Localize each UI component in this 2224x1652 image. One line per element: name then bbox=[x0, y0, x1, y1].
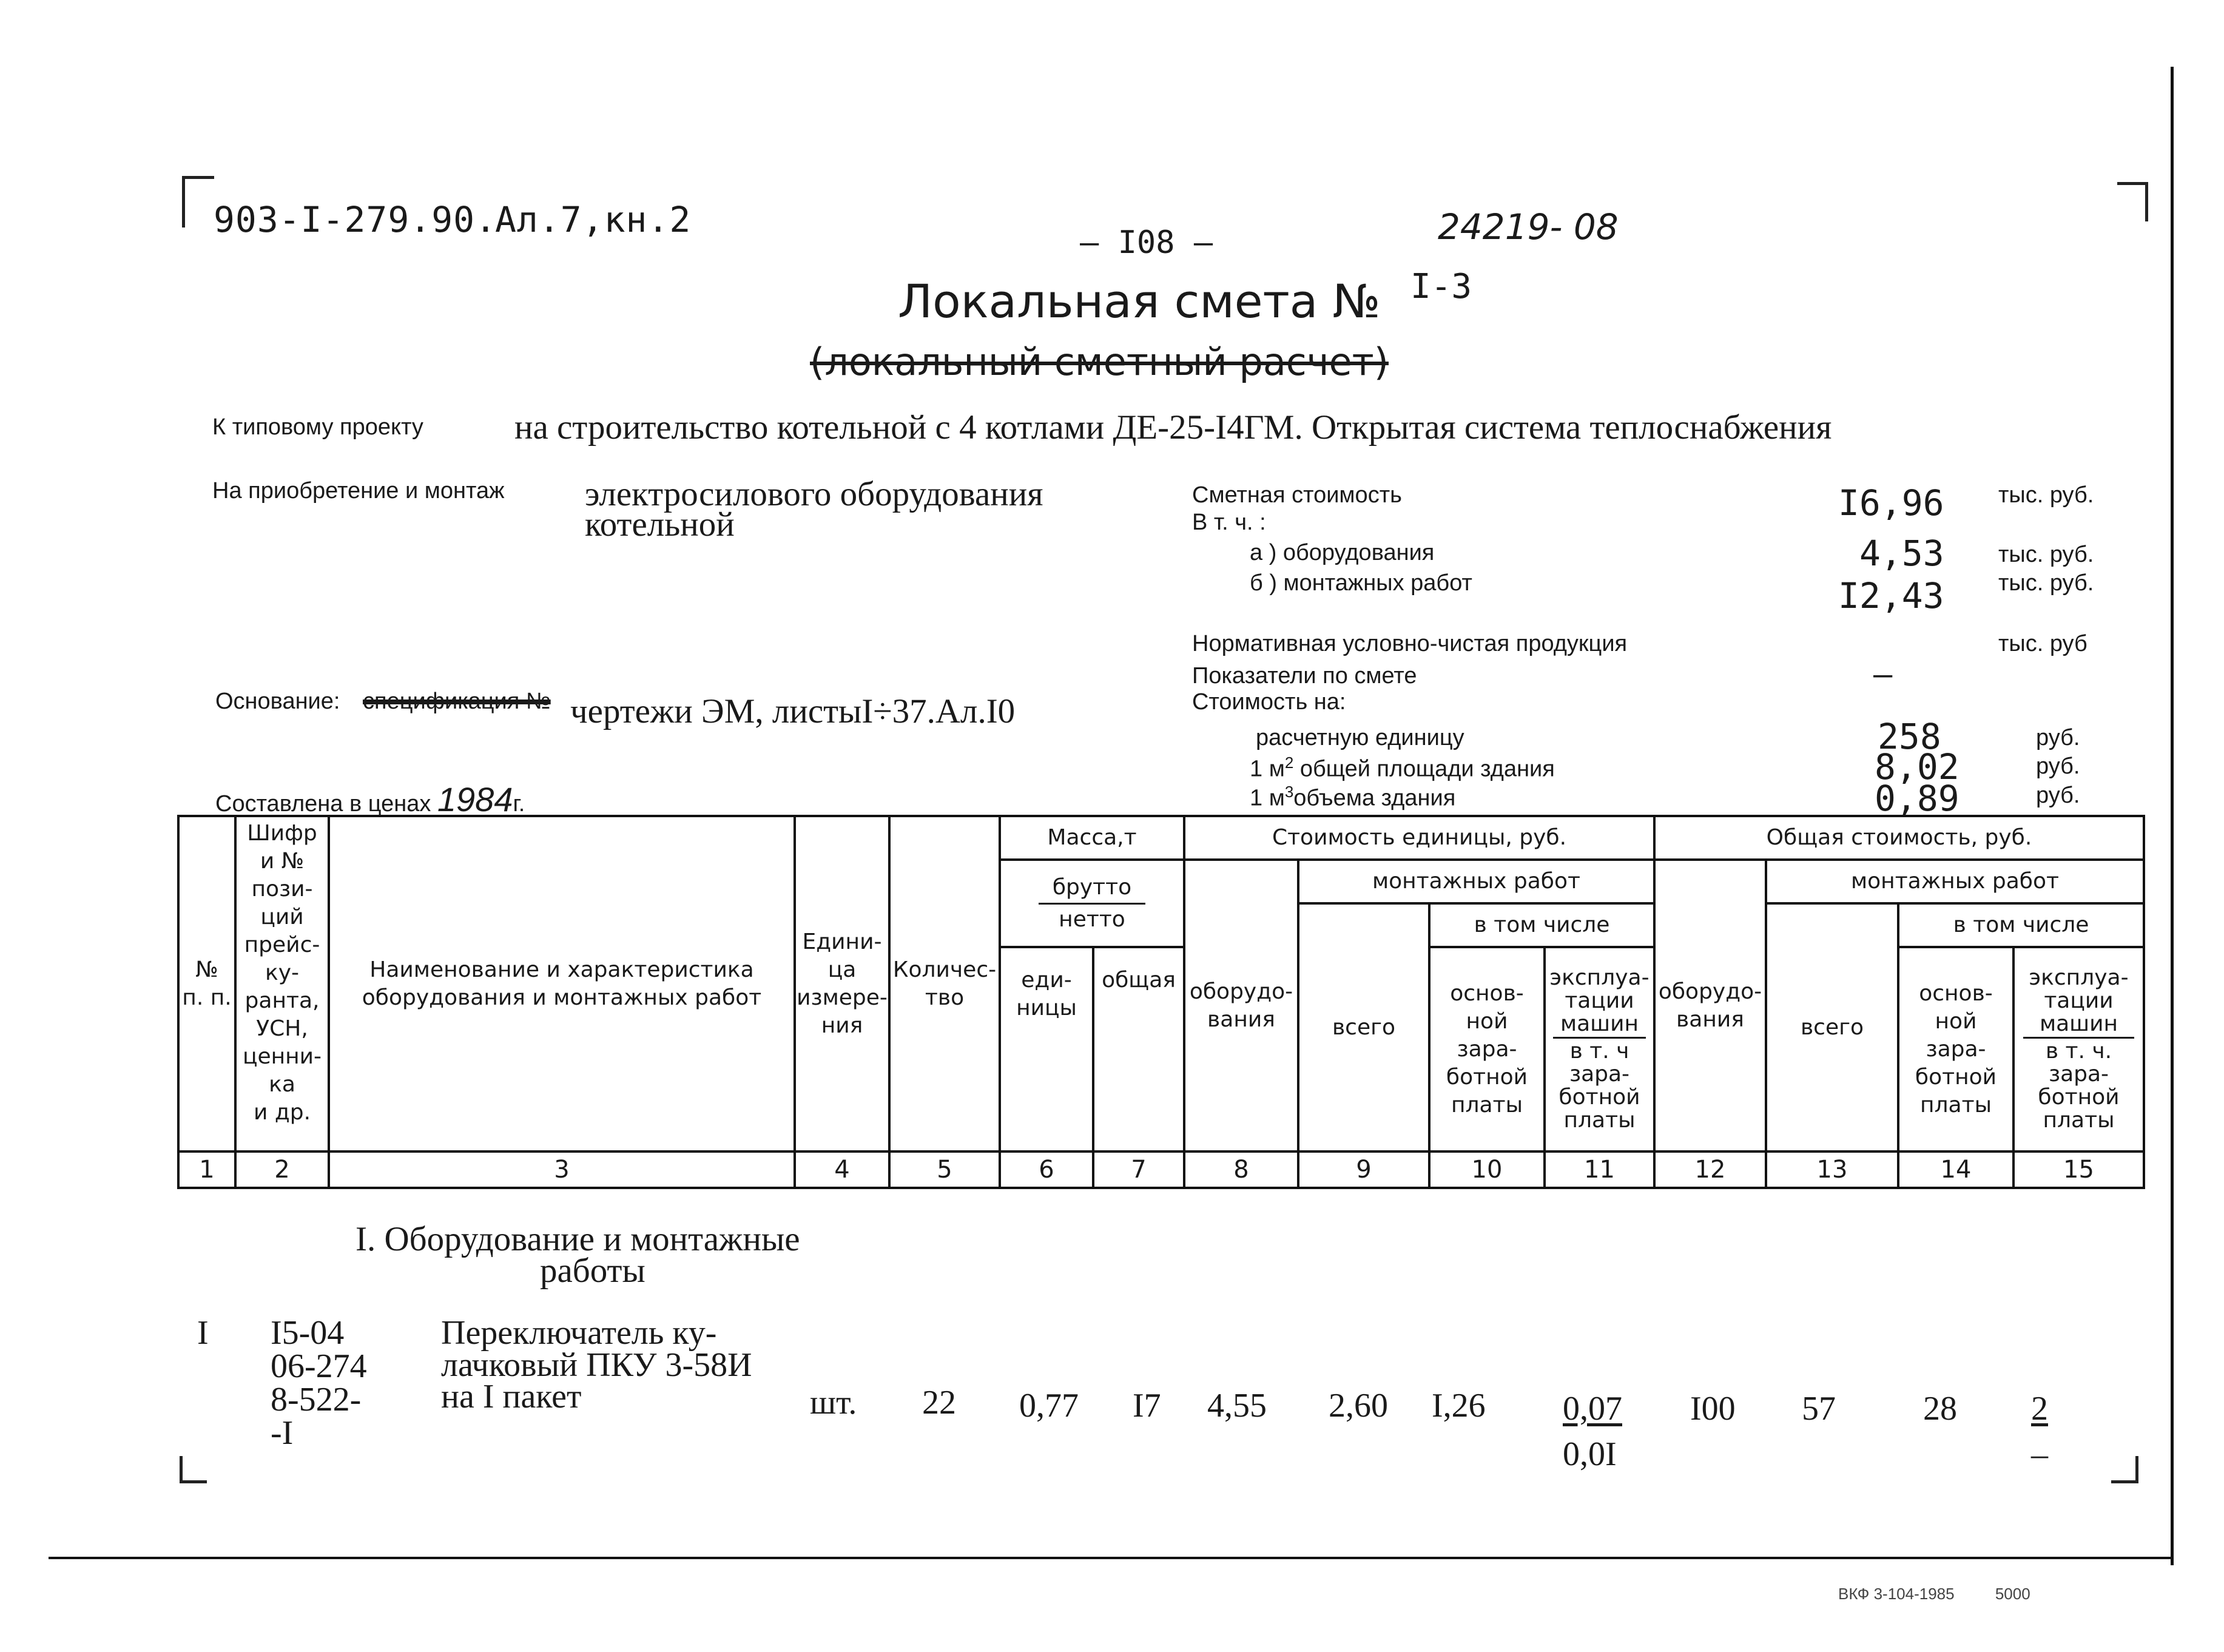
estimated-cost-value: I6,96 bbox=[1838, 482, 1944, 524]
header-col-14: основ- ной зара- ботной платы bbox=[1897, 946, 2015, 1153]
purchase-label: На приобретение и монтаж bbox=[212, 478, 505, 504]
area-value: 8,02 bbox=[1875, 746, 1959, 787]
row-code-line2: 06-274 bbox=[271, 1347, 367, 1385]
indicators-label: Показатели по смете bbox=[1192, 663, 1417, 689]
basis-label: Основание: bbox=[215, 689, 340, 714]
purchase-value-line1: электросилового оборудования bbox=[585, 475, 1043, 513]
volume-text: объема здания bbox=[1293, 785, 1456, 811]
estimate-table-header bbox=[177, 815, 2145, 1189]
volume-unit: руб. bbox=[2036, 783, 2080, 808]
equipment-cost-unit: тыс. руб. bbox=[1998, 542, 2094, 567]
header-total-cost-group: Общая стоимость, руб. bbox=[1653, 815, 2145, 861]
header-mass-brutto-netto bbox=[999, 858, 1185, 948]
header-col-11-bottom: в т. ч зара- ботной платы bbox=[1558, 1039, 1640, 1133]
calc-unit-unit: руб. bbox=[2036, 725, 2080, 750]
estimated-cost-label: Сметная стоимость bbox=[1192, 482, 1402, 508]
col-number-14: 14 bbox=[1897, 1150, 2015, 1189]
header-col-2: Шифр и № пози- ций прейс- ку- ранта, УСН, ценни- ка и др. bbox=[234, 815, 330, 1153]
prices-year: 1984 bbox=[437, 780, 513, 818]
header-col-10: основ- ной зара- ботной платы bbox=[1428, 946, 1546, 1153]
project-value: на строительство котельной с 4 котлами ДЕ-25-I4ГМ. Открытая система теплоснабжения bbox=[514, 408, 1832, 447]
page-edge-bottom bbox=[49, 1557, 2172, 1559]
header-col-6: еди- ницы bbox=[999, 946, 1094, 1153]
header-col-15 bbox=[2012, 946, 2145, 1153]
indicators-value: – bbox=[1873, 656, 1893, 693]
volume-prefix: 1 м bbox=[1250, 785, 1285, 811]
header-col-11-top: эксплуа- тации машин bbox=[1549, 965, 1649, 1036]
prices-label bbox=[215, 780, 525, 819]
area-sup: 2 bbox=[1284, 754, 1294, 772]
corner-mark-bottom-left bbox=[180, 1456, 207, 1483]
section-heading-line2: работы bbox=[540, 1252, 645, 1290]
col-number-5: 5 bbox=[888, 1150, 1001, 1189]
col-number-13: 13 bbox=[1765, 1150, 1899, 1189]
estimated-cost-unit: тыс. руб. bbox=[1998, 482, 2094, 508]
header-incl-group: в том числе bbox=[1428, 902, 1656, 948]
header-col-3: Наименование и характеристика оборудования и монтажных работ bbox=[328, 815, 796, 1153]
row-code-line4: -I bbox=[271, 1414, 294, 1452]
title-number: I-3 bbox=[1410, 267, 1472, 306]
corner-mark-top-left bbox=[182, 176, 214, 228]
header-col-13: всего bbox=[1765, 902, 1899, 1153]
row-name-line1: Переключатель ку- bbox=[441, 1314, 717, 1352]
equipment-cost-value: 4,53 bbox=[1859, 533, 1944, 574]
row-cost-machine: 0,07 bbox=[1563, 1390, 1622, 1428]
row-name-line3: на I пакет bbox=[441, 1378, 582, 1415]
col-number-1: 1 bbox=[177, 1150, 237, 1189]
header-install-group: монтажных работ bbox=[1297, 858, 1656, 905]
installation-cost-label: б ) монтажных работ bbox=[1250, 570, 1472, 596]
basis-value: чертежи ЭМ, листыI÷37.Ал.I0 bbox=[570, 692, 1016, 730]
col-number-9: 9 bbox=[1297, 1150, 1430, 1189]
brutto-netto-divider bbox=[1039, 903, 1145, 905]
area-label bbox=[1250, 754, 1555, 783]
row-mass-unit: 0,77 bbox=[1019, 1387, 1079, 1424]
header-col-15-bottom: в т. ч. зара- ботной платы bbox=[2038, 1039, 2120, 1133]
header-incl-group-2: в том числе bbox=[1897, 902, 2145, 948]
col-number-3: 3 bbox=[328, 1150, 796, 1189]
equipment-cost-label: а ) оборудования bbox=[1250, 540, 1435, 565]
installation-cost-value: I2,43 bbox=[1838, 575, 1944, 616]
stamp-number: 24219- 08 bbox=[1438, 206, 1619, 248]
row-code-line3: 8-522- bbox=[271, 1381, 362, 1418]
header-netto: нетто bbox=[1059, 906, 1125, 932]
header-install-group-2: монтажных работ bbox=[1765, 858, 2145, 905]
row-unit: шт. bbox=[810, 1384, 857, 1421]
header-col-5: Количес- тво bbox=[888, 815, 1001, 1153]
prices-label-text: Составлена в ценах bbox=[215, 791, 431, 817]
subtitle-struck: (локальный сметный расчет) bbox=[810, 340, 1389, 384]
section-heading-line1: I. Оборудование и монтажные bbox=[356, 1220, 800, 1258]
col-number-4: 4 bbox=[794, 1150, 891, 1189]
cost-per-label: Стоимость на: bbox=[1192, 689, 1346, 715]
row-cost-wage: I,26 bbox=[1432, 1387, 1486, 1424]
row-cost-machine-wage: 0,0I bbox=[1563, 1435, 1617, 1473]
volume-sup: 3 bbox=[1284, 783, 1294, 801]
header-col-15-top: эксплуа- тации машин bbox=[2029, 965, 2129, 1036]
volume-label bbox=[1250, 783, 1455, 812]
col-number-15: 15 bbox=[2012, 1150, 2145, 1189]
row-total-machine: 2 bbox=[2031, 1390, 2048, 1428]
normative-label: Нормативная условно-чистая продукция bbox=[1192, 631, 1628, 656]
row-total-wage: 28 bbox=[1923, 1390, 1957, 1428]
prices-suffix: г. bbox=[513, 791, 525, 817]
col-number-6: 6 bbox=[999, 1150, 1094, 1189]
volume-value: 0,89 bbox=[1875, 778, 1959, 819]
row-total-install: 57 bbox=[1802, 1390, 1836, 1428]
document-title bbox=[898, 274, 1381, 328]
row-number: I bbox=[197, 1314, 209, 1352]
album-reference: Ал.7,кн.2 bbox=[495, 199, 692, 240]
col-number-12: 12 bbox=[1653, 1150, 1767, 1189]
page-number: — I08 — bbox=[1080, 224, 1213, 261]
footer-code: ВКФ 3-104-1985 bbox=[1838, 1585, 1955, 1603]
col-number-10: 10 bbox=[1428, 1150, 1546, 1189]
corner-mark-bottom-right bbox=[2111, 1456, 2138, 1483]
row-mass-total: I7 bbox=[1133, 1387, 1161, 1424]
header-col-4: Едини- ца измере- ния bbox=[794, 815, 891, 1153]
normative-unit: тыс. руб bbox=[1998, 631, 2088, 656]
installation-cost-unit: тыс. руб. bbox=[1998, 570, 2094, 596]
header-brutto: брутто bbox=[1052, 874, 1132, 900]
corner-mark-top-right bbox=[2117, 182, 2148, 221]
project-label: К типовому проекту bbox=[212, 414, 423, 440]
row-cost-equipment: 4,55 bbox=[1207, 1387, 1267, 1424]
purchase-value-line2: котельной bbox=[585, 505, 735, 544]
including-label: В т. ч. : bbox=[1192, 510, 1266, 535]
header-col-9: всего bbox=[1297, 902, 1430, 1153]
row-quantity: 22 bbox=[922, 1384, 956, 1421]
header-col-11 bbox=[1543, 946, 1656, 1153]
row-cost-install-total: 2,60 bbox=[1329, 1387, 1388, 1424]
calc-unit-value: 258 bbox=[1878, 716, 1941, 757]
page-edge-right bbox=[2171, 67, 2174, 1565]
header-col-8: оборудо- вания bbox=[1183, 858, 1299, 1153]
row-total-machine-wage: – bbox=[2031, 1435, 2048, 1473]
header-col-1: № п. п. bbox=[177, 815, 237, 1153]
calc-unit-label: расчетную единицу bbox=[1256, 725, 1464, 750]
area-text: общей площади здания bbox=[1299, 756, 1555, 782]
footer-number: 5000 bbox=[1995, 1585, 2030, 1603]
row-name-line2: лачковый ПКУ 3-58И bbox=[441, 1346, 752, 1384]
col-number-7: 7 bbox=[1092, 1150, 1185, 1189]
header-unit-cost-group: Стоимость единицы, руб. bbox=[1183, 815, 1656, 861]
title-text: Локальная смета № bbox=[898, 274, 1381, 328]
header-col-7: общая bbox=[1092, 946, 1185, 1153]
col-number-11: 11 bbox=[1543, 1150, 1656, 1189]
area-prefix: 1 м bbox=[1250, 756, 1285, 782]
col-number-2: 2 bbox=[234, 1150, 330, 1189]
footer-text bbox=[1838, 1585, 2030, 1603]
row-total-equipment: I00 bbox=[1690, 1390, 1736, 1428]
col-number-8: 8 bbox=[1183, 1150, 1299, 1189]
area-unit: руб. bbox=[2036, 754, 2080, 779]
header-mass-group: Масса,т bbox=[999, 815, 1185, 861]
basis-struck: спецификация № bbox=[363, 689, 551, 714]
header-col-12: оборудо- вания bbox=[1653, 858, 1767, 1153]
row-code-line1: I5-04 bbox=[271, 1314, 345, 1352]
document-code: 903-I-279.90. bbox=[214, 199, 497, 240]
